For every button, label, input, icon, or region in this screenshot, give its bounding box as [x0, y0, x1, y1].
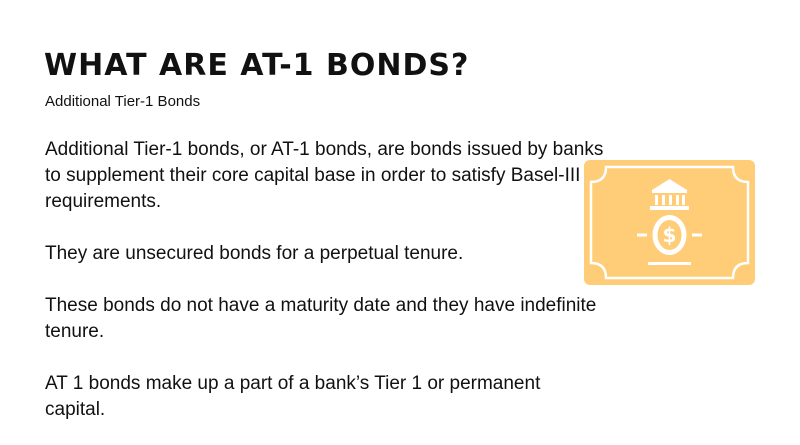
body-text	[45, 137, 605, 423]
paragraph-unsecured: They are unsecured bonds for a perpetual tenure.	[45, 243, 464, 264]
svg-text:$: $	[662, 223, 677, 247]
base-line	[648, 262, 691, 265]
paragraph-maturity: These bonds do not have a maturity date and they have indefinite tenure.	[45, 295, 597, 342]
right-dash	[692, 234, 702, 237]
page-title: WHAT ARE AT-1 BONDS?	[44, 48, 470, 83]
dollar-coin-icon	[653, 215, 687, 255]
left-dash	[637, 234, 647, 237]
paragraph-capital: AT 1 bonds make up a part of a bank’s Tier 1 or permanent capital.	[45, 373, 541, 420]
subtitle: Additional Tier-1 Bonds	[45, 93, 201, 110]
paragraph-definition: Additional Tier-1 bonds, or AT-1 bonds, are bonds issued by banks to supplement their core capital base in order to satisfy Basel-III requirements.	[45, 139, 604, 212]
bank-banknote-icon	[584, 160, 755, 285]
